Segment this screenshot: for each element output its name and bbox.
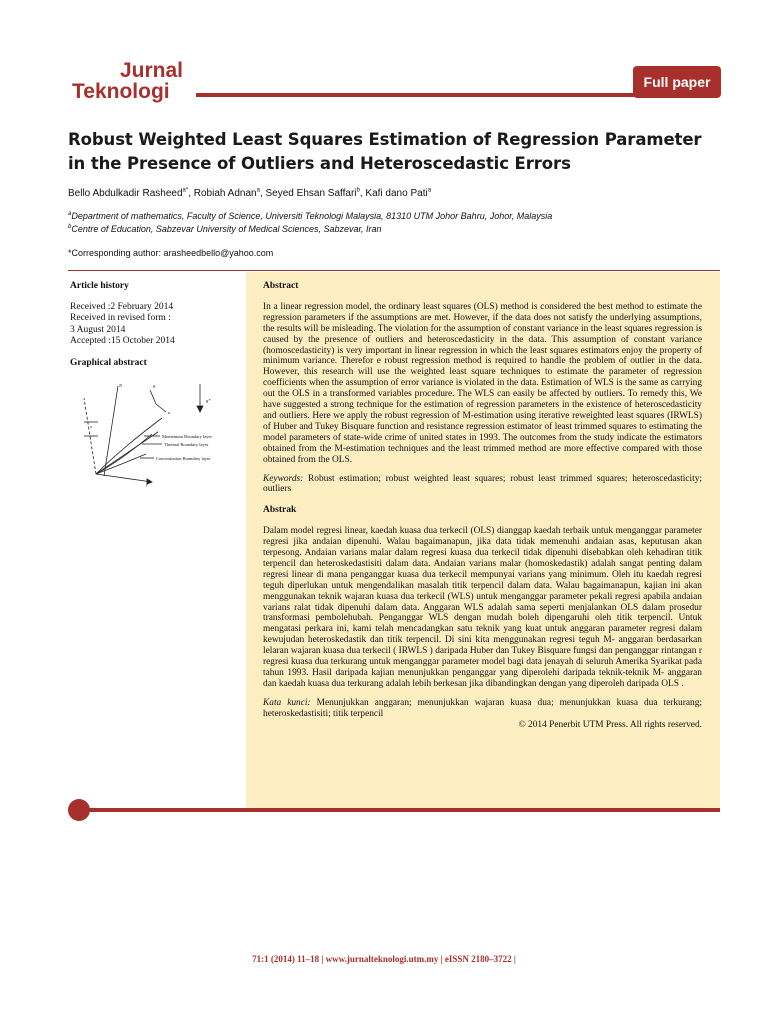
author-name: Seyed Ehsan Saffari <box>265 188 357 199</box>
history-line: Accepted :15 October 2014 <box>70 336 175 346</box>
affiliation-sup: a <box>68 211 72 217</box>
n-label: N <box>119 383 123 388</box>
copyright: © 2014 Penerbit UTM Press. All rights reserved. <box>518 719 702 730</box>
abstract-heading: Abstract <box>263 281 299 291</box>
abstrak-text: Dalam model regresi linear, kaedah kuasa dua terkecil (OLS) dianggap kaedah terbaik untuk menganggar parameter regresi jika andaian dipenuhi. Walau bagaimanapun, jika data tidak memenuhi andaian asas, keputusan akan terpesong. Andaian varians malar dalam regresi kuasa dua terkecil tidak dipenuhi disebabkan oleh kehadiran titik terpencil dan heteroskedastisiti dalam data. Andaian varians malar (homoskedastik) adalah sangat penting dalam regresi linear di mana penganggar kuasa dua terkecil mempunyai varians yang minimum. Oleh itu kaedah regresi teguh diperlukan untuk mengendalikan masalah titik terpencil dalam data. Walau bagaimanapun, kajian ini akan menggunakan teknik wajaran kuasa dua terkecil (WLS) untuk menganggar parameter pekali regresi apabila andaian varians ralat tidak dipenuhi dalam data. Anggaran WLS adalah sama seperti menjalankan OLS dalam prosedur transformasi pembolehubah. Penganggar WLS dengan mudah boleh dipengaruhi oleh titik terpencil. Untuk mengatasi perkara ini, kami telah mencadangkan satu teknik yang kuat untuk anggaran parameter regresi dalam kewujudan heteroskedastik dan titik terpencil. Di sini kita menggunakan regresi teguh M- anggaran berdasarkan lelaran wajaran kuasa dua terkecil ( IRWLS ) daripada Huber dan Tukey Bisquare fungsi dan penganggar rintangan r regresi kuasa dua terkurang untuk menganggar parameter model bagi data jenayah di seluruh Amerika Syarikat pada tahun 1993. Hasil daripada kajian menunjukkan penganggar yang diperolehi daripada teknik-teknik M- anggaran dan kaedah kuasa dua terkurang adalah lebih berkesan jika dibandingkan dengan yang diperoleh daripada OLS . <box>263 526 702 689</box>
journal-name-line1: Jurnal <box>120 59 184 82</box>
affiliation-b <box>68 224 382 234</box>
author-sup: a <box>256 187 260 194</box>
kata-kunci-label: Kata kunci: <box>263 697 311 708</box>
graphical-abstract-heading: Graphical abstract <box>70 357 147 368</box>
article-history-heading: Article history <box>70 281 129 291</box>
keywords-text: Robust estimation; robust weighted least squares; robust least trimmed squares; heteroscedasticity; outliers <box>263 473 702 495</box>
affiliation-text: Centre of Education, Sabzevar University of Medical Sciences, Sabzevar, Iran <box>71 224 382 234</box>
theta-line <box>150 390 156 404</box>
y-axis-label: y <box>146 482 148 487</box>
keywords-label: Keywords: <box>263 473 304 484</box>
abstract-panel <box>246 272 720 808</box>
gravity-label: g* <box>206 398 211 403</box>
footer-dot <box>68 799 90 821</box>
header-rule <box>196 93 640 97</box>
author-sup: b <box>356 187 360 194</box>
affiliation-a <box>68 211 552 221</box>
concentration-label: Concentration Boundary layer <box>156 456 211 461</box>
u-line <box>156 404 166 412</box>
footer-rule <box>78 808 720 812</box>
kata-kunci-text: Menunjukkan anggaran; menunjukkan wajaran kuasa dua; menunjukkan kuasa dua terkurang; heteroskedastisiti; titik terpencil <box>263 697 702 719</box>
graphical-abstract-figure <box>82 378 252 490</box>
affiliation-sup: b <box>68 224 72 230</box>
section-rule <box>68 270 720 271</box>
abstrak-heading: Abstrak <box>263 505 297 516</box>
full-paper-badge: Full paper <box>633 66 721 98</box>
theta-label: θ <box>153 384 156 389</box>
journal-logo <box>72 60 183 102</box>
page-footer: 71:1 (2014) 11–18 | www.jurnalteknologi.utm.my | eISSN 2180–3722 | <box>252 954 516 964</box>
journal-name-line2: Teknologi <box>72 80 170 103</box>
affiliation-text: Department of mathematics, Faculty of Science, Universiti Teknologi Malaysia, 81310 UTM Johor Bahru, Johor, Malaysia <box>71 211 553 221</box>
history-line: Received :2 February 2014 <box>70 301 174 312</box>
corresponding-author: *Corresponding author: arasheedbello@yahoo.com <box>68 248 274 258</box>
author-name: Bello Abdulkadir Rasheed <box>68 188 183 199</box>
author-sup: a <box>427 187 432 194</box>
keywords <box>263 474 702 496</box>
kata-kunci <box>263 698 702 720</box>
thermal-label: Thermal Boundary layer <box>164 442 209 447</box>
paper-title: Robust Weighted Least Squares Estimation of Regression Parameter in the Presence of Outliers and Heteroscedastic Errors <box>68 130 702 173</box>
sidebar-column <box>70 281 245 378</box>
article-history <box>70 302 245 348</box>
history-line: 3 August 2014 <box>70 324 126 335</box>
abstract-text: In a linear regression model, the ordinary least squares (OLS) method is considered the best method to estimate the regression parameters if the assumptions are met. However, if the data does not satisfy the underlying assumptions, the results will be misleading. The violation for the assumption of constant variance in the least squares regression is caused by the presence of outliers and heteroscedasticity in the data. This assumption of constant variance (homoscedasticity) is very important in linear regression in which the least squares estimators enjoy the property of minimum variance. Therefor e robust regression method is required to handle the problem of outlier in the data. However, this research will use the weighted least square techniques to estimate the parameter of regression coefficients when the assumption of error variance is violated in the data. Estimation of WLS is the same as carrying out the OLS in a transformed variables procedure. The WLS can easily be affected by outliers. To remedy this, We have suggested a strong technique for the estimation of regression parameters in the existence of heteroscedasticity and outliers. Here we apply the robust regression of M-estimation using iterative reweighted least squares (IRWLS) of Huber and Tukey Bisquare function and resistance regression estimator of least trimmed squares to estimating the model parameters of state-wide crime of united states in 1993. The outcomes from the study indicate the estimators obtained from the M-estimation techniques and the least trimmed method are more effective compared with those obtained from the OLS. <box>263 301 702 465</box>
author-name: Robiah Adnan <box>193 188 257 199</box>
author-list: Bello Abdulkadir Rasheed$^{a*}$, Robiah Adnan$^a$, Seyed Ehsan Saffari$^b$, Kafi dano Pati$^a$ <box>68 187 432 199</box>
history-line: Received in revised form : <box>70 313 171 323</box>
normal-line <box>104 386 118 476</box>
author-name: Kafi dano Pati <box>365 188 428 199</box>
u-label: u <box>168 410 171 415</box>
velocity-line <box>96 432 158 474</box>
gravity-arrow <box>197 406 203 412</box>
x-axis-label: x <box>90 424 92 429</box>
momentum-label: Momentum Boundary layer <box>162 434 212 439</box>
author-sup: a* <box>182 187 189 194</box>
